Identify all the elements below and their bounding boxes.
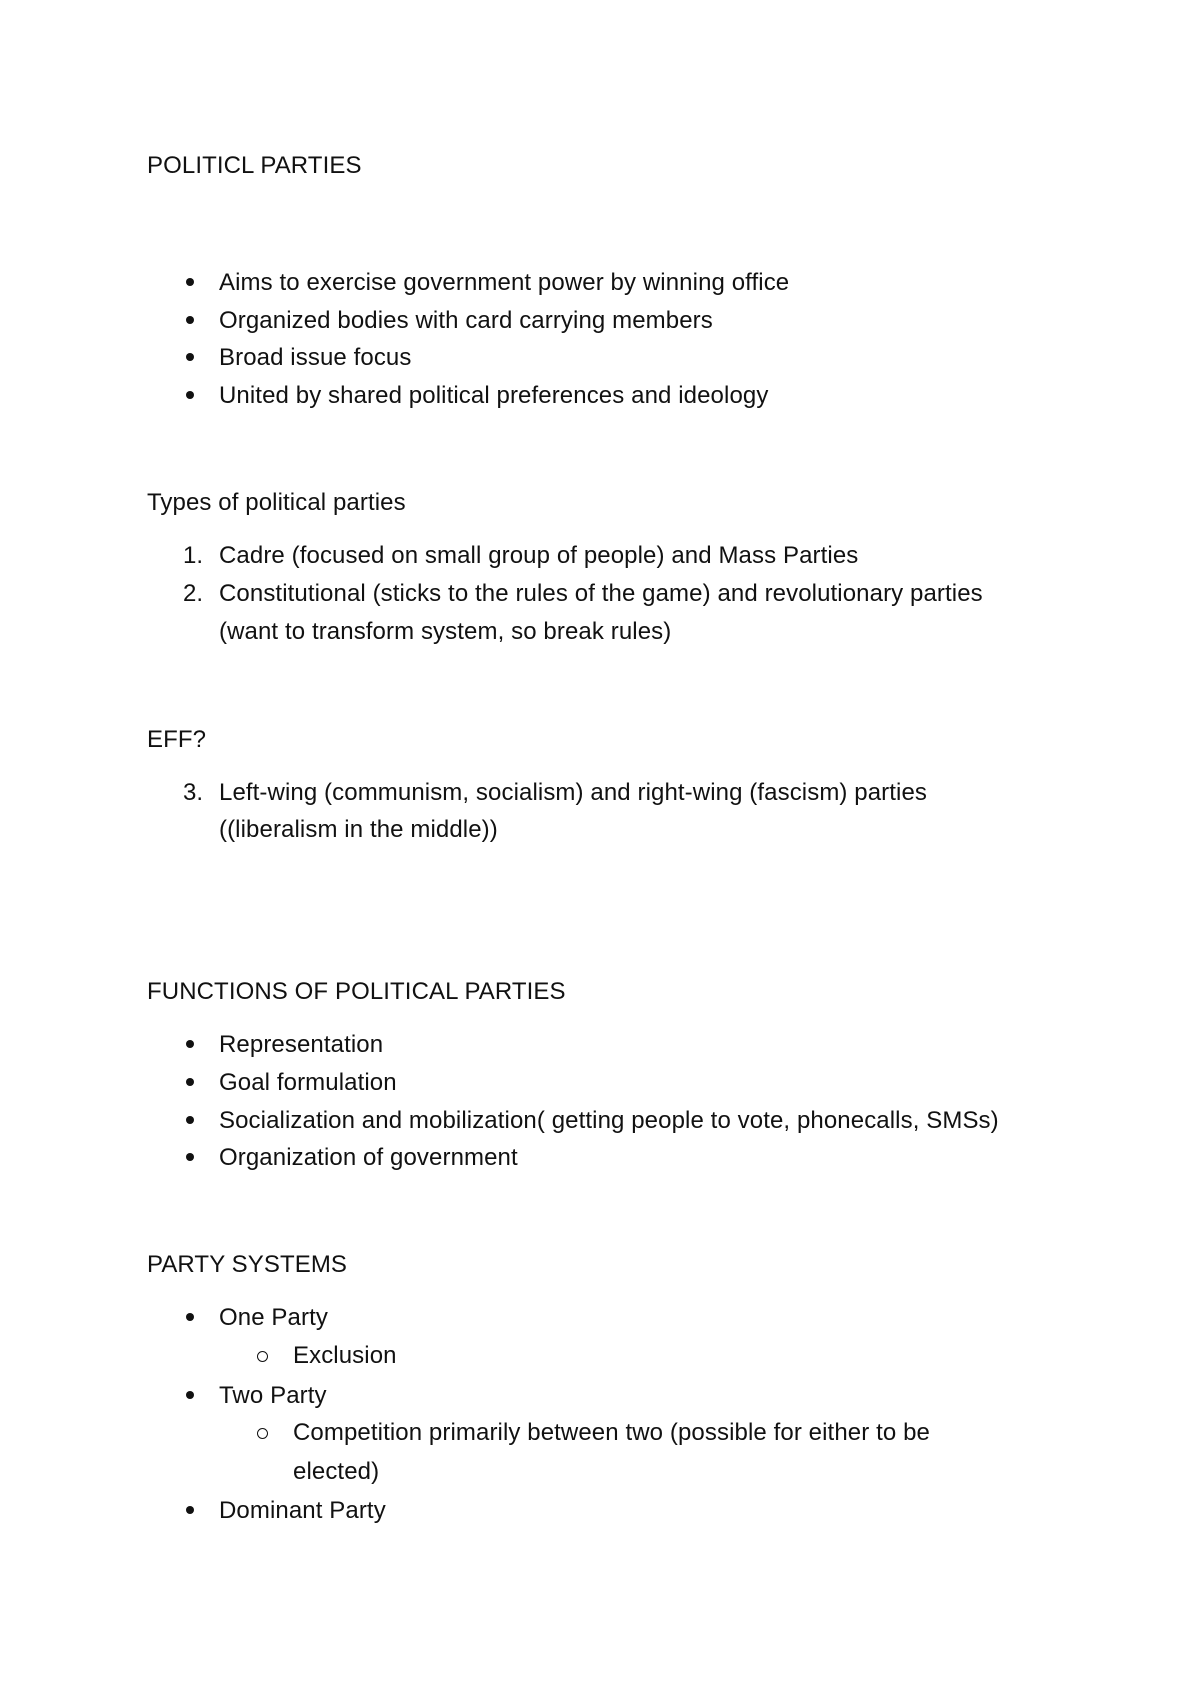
section-heading-types: Types of political parties [147, 489, 406, 516]
list-item: Socialization and mobilization( getting people to vote, phonecalls, SMSs) [219, 1107, 999, 1134]
list-item: Cadre (focused on small group of people) and Mass Parties [219, 542, 859, 569]
list-item-continuation: ((liberalism in the middle)) [219, 816, 498, 843]
list-item: Two Party [219, 1382, 327, 1409]
bullet-icon [186, 1313, 194, 1321]
list-item: United by shared political preferences and ideology [219, 382, 769, 409]
section-heading-functions: FUNCTIONS OF POLITICAL PARTIES [147, 978, 566, 1005]
bullet-icon [186, 1391, 194, 1399]
list-number: 3. [183, 779, 204, 806]
sub-list-item: Competition primarily between two (possible for either to be [293, 1419, 930, 1446]
bullet-icon [186, 1078, 194, 1086]
list-item-continuation: (want to transform system, so break rules) [219, 618, 672, 645]
list-item: Broad issue focus [219, 344, 412, 371]
list-number: 1. [183, 542, 204, 569]
bullet-icon [186, 316, 194, 324]
list-item: One Party [219, 1304, 328, 1331]
list-item: Constitutional (sticks to the rules of the game) and revolutionary parties [219, 580, 983, 607]
bullet-icon [186, 1506, 194, 1514]
bullet-icon [186, 1116, 194, 1124]
sub-list-item-continuation: elected) [293, 1458, 380, 1485]
section-heading-party-systems: PARTY SYSTEMS [147, 1251, 348, 1278]
sub-bullet-icon [257, 1428, 268, 1439]
sub-list-item: Exclusion [293, 1342, 397, 1369]
bullet-icon [186, 353, 194, 361]
list-number: 2. [183, 580, 204, 607]
sub-bullet-icon [257, 1351, 268, 1362]
list-item: Organized bodies with card carrying members [219, 307, 713, 334]
section-heading-eff: EFF? [147, 726, 207, 753]
page-title: POLITICL PARTIES [147, 152, 362, 179]
list-item: Aims to exercise government power by winning office [219, 269, 790, 296]
bullet-icon [186, 1153, 194, 1161]
list-item: Dominant Party [219, 1497, 386, 1524]
bullet-icon [186, 278, 194, 286]
list-item: Left-wing (communism, socialism) and right-wing (fascism) parties [219, 779, 928, 806]
bullet-icon [186, 391, 194, 399]
bullet-icon [186, 1040, 194, 1048]
list-item: Representation [219, 1031, 384, 1058]
list-item: Goal formulation [219, 1069, 397, 1096]
list-item: Organization of government [219, 1144, 518, 1171]
